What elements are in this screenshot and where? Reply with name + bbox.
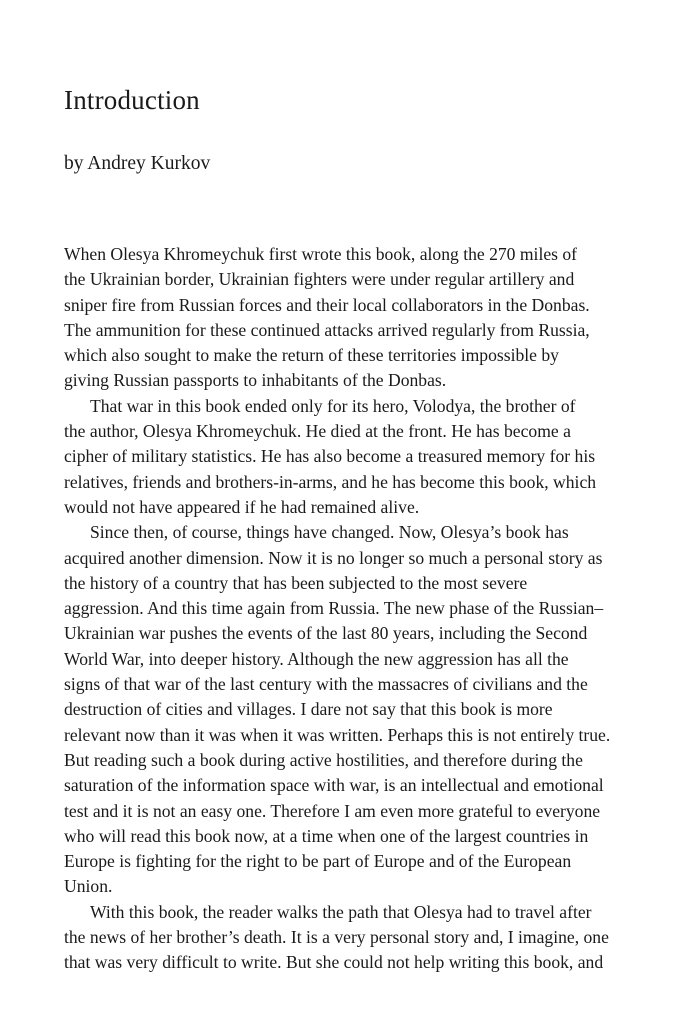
body-text (64, 242, 624, 976)
text-line: With this book, the reader walks the path that Olesya had to travel after (90, 901, 592, 922)
paragraph (64, 900, 624, 976)
text-line: relatives, friends and brothers-in-arms, and he has become this book, which (64, 471, 597, 492)
author-byline: by Andrey Kurkov (64, 153, 211, 174)
text-line: That war in this book ended only for its hero, Volodya, the brother of (90, 395, 576, 416)
chapter-title: Introduction (64, 85, 200, 115)
text-line: test and it is not an easy one. Therefore I am even more grateful to everyone (64, 800, 601, 821)
text-line: saturation of the information space with war, is an intellectual and emotional (64, 775, 604, 796)
text-line: World War, into deeper history. Although the new aggression has all the (64, 648, 569, 669)
text-line: the news of her brother’s death. It is a very personal story and, I imagine, one (64, 927, 609, 948)
text-line: sniper fire from Russian forces and their local collaborators in the Donbas. (64, 294, 590, 315)
text-line: The ammunition for these continued attacks arrived regularly from Russia, (64, 319, 590, 340)
text-line: destruction of cities and villages. I dare not say that this book is more (64, 699, 553, 720)
text-line: relevant now than it was when it was written. Perhaps this is not entirely true. (64, 724, 611, 745)
text-line: the author, Olesya Khromeychuk. He died at the front. He has become a (64, 421, 571, 442)
text-line: which also sought to make the return of these territories impossible by (64, 345, 559, 366)
text-line: that was very difficult to write. But she could not help writing this book, and (64, 952, 604, 973)
paragraph (64, 394, 624, 520)
text-line: aggression. And this time again from Russia. The new phase of the Russian– (64, 598, 604, 619)
text-line: giving Russian passports to inhabitants of the Donbas. (64, 370, 447, 391)
paragraph (64, 242, 624, 394)
text-line: the Ukrainian border, Ukrainian fighters were under regular artillery and (64, 269, 575, 290)
text-line: Ukrainian war pushes the events of the last 80 years, including the Second (64, 623, 588, 644)
text-line: But reading such a book during active hostilities, and therefore during the (64, 749, 583, 770)
text-line: acquired another dimension. Now it is no longer so much a personal story as (64, 547, 603, 568)
text-line: would not have appeared if he had remained alive. (64, 496, 420, 517)
text-line: When Olesya Khromeychuk first wrote this book, along the 270 miles of (64, 244, 578, 264)
text-line: Union. (64, 876, 113, 897)
paragraph (64, 520, 624, 899)
text-line: Europe is fighting for the right to be part of Europe and of the European (64, 851, 572, 872)
text-line: signs of that war of the last century with the massacres of civilians and the (64, 674, 588, 695)
text-line: Since then, of course, things have changed. Now, Olesya’s book has (90, 522, 569, 543)
text-line: who will read this book now, at a time when one of the largest countries in (64, 825, 589, 846)
text-line: the history of a country that has been subjected to the most severe (64, 572, 528, 593)
text-line: cipher of military statistics. He has also become a treasured memory for his (64, 446, 596, 467)
